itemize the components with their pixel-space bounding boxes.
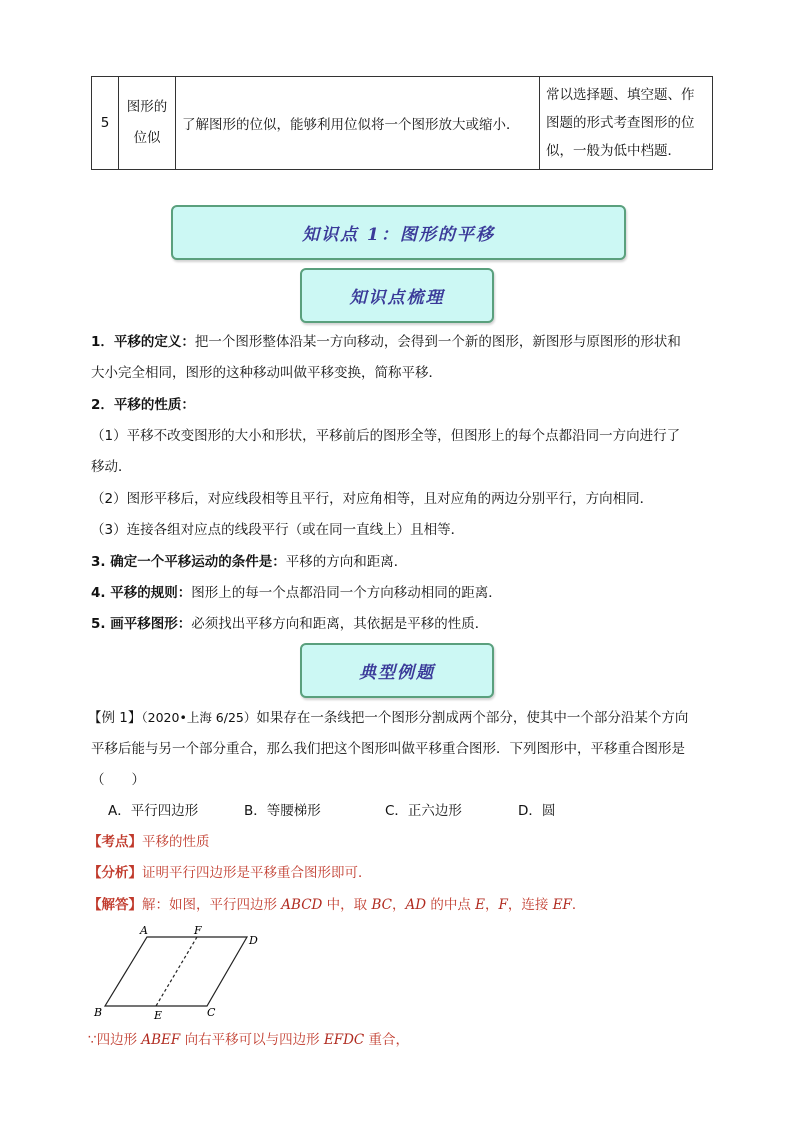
math-e: E — [475, 897, 486, 913]
examples-banner: 典型例题 — [300, 643, 494, 698]
math-ad: AD — [405, 897, 427, 913]
point-3-line — [91, 553, 407, 571]
syllabus-table — [91, 76, 713, 170]
option-c: C．正六边形 — [385, 803, 462, 819]
math-f: F — [498, 897, 508, 913]
options-row — [91, 802, 691, 820]
option-a: A．平行四边形 — [108, 803, 199, 819]
vertex-label-e: E — [154, 1009, 163, 1020]
example-stem-line — [88, 709, 688, 727]
exam-note-line: 似，一般为低中档题． — [546, 143, 681, 159]
point-5-line — [91, 615, 488, 633]
jieda-text: ，连接 — [507, 897, 553, 913]
fenxi-text: 证明平行四边形是平移重合图形即可． — [142, 865, 372, 881]
exam-note-line: 常以选择题、填空题、作 — [546, 87, 695, 103]
parallelogram-figure — [90, 920, 270, 1020]
point-1-line — [91, 333, 681, 351]
table-row — [92, 77, 713, 170]
point-text: 图形上的每一个点都沿同一个方向移动相同的距离． — [191, 585, 502, 601]
jieda-text: 中，取 — [322, 897, 372, 913]
vertex-label-f: F — [194, 924, 202, 937]
topic-name-line: 位似 — [133, 130, 161, 146]
kaodian-line — [88, 833, 210, 851]
jieda-text: 解：如图，平行四边形 — [142, 897, 282, 913]
point-1-line: 大小完全相同，图形的这种移动叫做平移变换，简称平移． — [91, 365, 442, 381]
since-text: 重合， — [364, 1032, 410, 1048]
property-item: 移动． — [91, 459, 132, 475]
point-label: 3. 确定一个平移运动的条件是： — [91, 554, 286, 570]
topic-name-line: 图形的 — [126, 99, 168, 115]
fenxi-label: 【分析】 — [88, 865, 142, 881]
math-ef: EF — [552, 897, 572, 913]
comma: ， — [391, 897, 406, 913]
option-d: D．圆 — [518, 803, 556, 819]
fenxi-line — [88, 864, 372, 882]
topic-name-cell — [119, 77, 176, 170]
property-item: （2）图形平移后，对应线段相等且平行，对应角相等，且对应角的两边分别平行，方向相同． — [91, 491, 654, 507]
vertex-label-a: A — [140, 924, 148, 937]
point-label: 4. 平移的规则： — [91, 585, 192, 601]
jieda-end: ． — [571, 897, 586, 913]
example-stem-line: 平移后能与另一个部分重合，那么我们把这个图形叫做平移重合图形．下列图形中，平移重合图形是 — [91, 741, 685, 757]
point-4-line — [91, 584, 502, 602]
property-item: （1）平移不改变图形的大小和形状，平移前后的图形全等，但图形上的每个点都沿同一方向进行了 — [91, 428, 681, 444]
section-banner: 知识点 1：图形的平移 — [171, 205, 626, 260]
vertex-label-d: D — [249, 934, 258, 947]
since-symbol: ∵ — [88, 1032, 97, 1048]
comma: ， — [485, 897, 499, 913]
point-2-heading: 2．平移的性质： — [91, 397, 195, 413]
kaodian-label: 【考点】 — [88, 834, 142, 850]
point-label: 5. 画平移图形： — [91, 616, 192, 632]
since-text: 四边形 — [96, 1032, 142, 1048]
example-tag: 【例 1】 — [88, 710, 142, 726]
since-line — [88, 1031, 409, 1049]
math-bc: BC — [371, 897, 392, 913]
row-number: 5 — [92, 77, 119, 170]
kaodian-text: 平移的性质 — [142, 834, 210, 850]
jieda-text: 的中点 — [426, 897, 476, 913]
property-item: （3）连接各组对应点的线段平行（或在同一直线上）且相等． — [91, 522, 465, 538]
jieda-label: 【解答】 — [88, 897, 142, 913]
vertex-label-c: C — [207, 1006, 216, 1019]
point-label: 1．平移的定义： — [91, 334, 195, 350]
example-stem-line: （ ） — [91, 772, 145, 788]
exam-note-cell — [540, 77, 713, 170]
math-efdc: EFDC — [323, 1032, 365, 1048]
math-abef: ABEF — [141, 1032, 181, 1048]
point-text: 平移的方向和距离． — [285, 554, 408, 570]
jieda-line — [88, 896, 585, 914]
vertex-label-b: B — [94, 1006, 103, 1019]
math-abcd: ABCD — [281, 897, 323, 913]
point-text: 把一个图形整体沿某一方向移动，会得到一个新的图形，新图形与原图形的形状和 — [194, 334, 681, 350]
exam-note-line: 图题的形式考查图形的位 — [546, 115, 695, 131]
since-text: 向右平移可以与四边形 — [180, 1032, 324, 1048]
segment-ef — [156, 937, 197, 1006]
example-source: （2020•上海 6/25） — [141, 710, 257, 725]
example-stem: 如果存在一条线把一个图形分割成两个部分，使其中一个部分沿某个方向 — [256, 710, 689, 726]
requirement-cell: 了解图形的位似，能够利用位似将一个图形放大或缩小． — [176, 77, 540, 170]
option-b: B．等腰梯形 — [244, 803, 321, 819]
review-banner: 知识点梳理 — [300, 268, 494, 323]
point-text: 必须找出平移方向和距离，其依据是平移的性质． — [191, 616, 489, 632]
